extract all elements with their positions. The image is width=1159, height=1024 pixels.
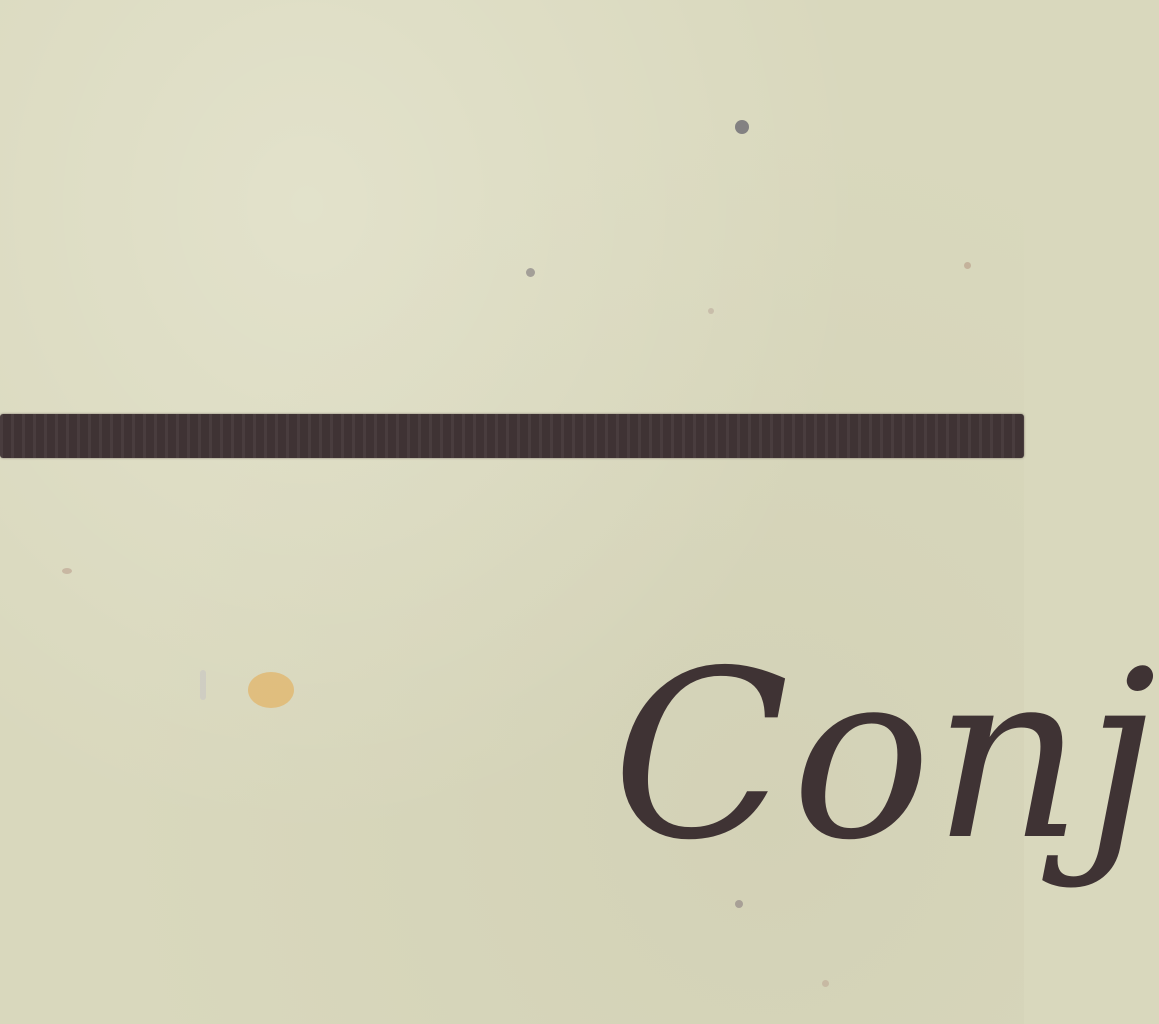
ink-speck [708,308,714,314]
ink-speck [526,268,535,277]
ink-speck [200,670,206,700]
stain-spot [248,672,294,708]
horizontal-rule [0,414,1024,458]
ink-speck [62,568,72,574]
ink-speck [964,262,971,269]
ink-speck [735,120,749,134]
ink-speck [822,980,829,987]
ink-speck [735,900,743,908]
heading-fragment: Conj [612,621,1159,891]
